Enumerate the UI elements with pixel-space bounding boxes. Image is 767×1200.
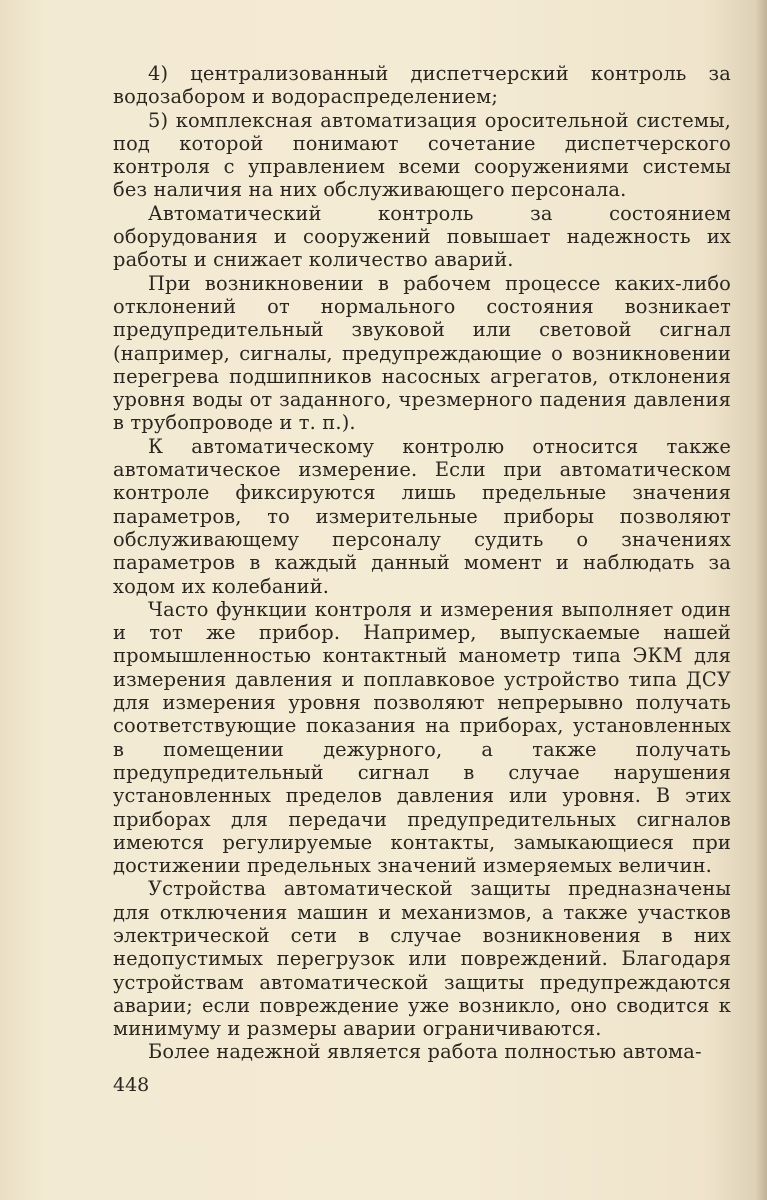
paragraph-continuation: Более надежной является работа полностью автома- xyxy=(148,1040,702,1064)
body-text xyxy=(113,62,731,1064)
page-edge-shadow xyxy=(755,0,767,1200)
page-number: 448 xyxy=(113,1074,150,1096)
paragraph-deviation-signal: При возникновении в рабочем процессе каких-либо отклонений от нормального состояния возникает предупредительный звуковой или световой сигнал (например, сигналы, предупреждающие о возникновении перегрева подшипников насосных агрегатов, отклонения уровня воды от заданного, чрезмерного падения давления в трубопроводе и т. п.). xyxy=(113,271,731,435)
paragraph-automatic-measurement: К автоматическому контролю относится также автоматическое измерение. Если при автоматическом контроле фиксируются лишь предельные значения параметров, то измерительные приборы позволяют обслуживающему персоналу судить о значениях параметров в каждый данный момент и наблюдать за ходом их колебаний. xyxy=(113,434,731,598)
paragraph-list-item-4: 4) централизованный диспетчерский контроль за водозабором и водораспределением; xyxy=(113,62,731,109)
paragraph-list-item-5: 5) комплексная автоматизация оросительной системы, под которой понимают сочетание диспетчерского контроля с управлением всеми сооружениями системы без наличия на них обслуживающего персонала. xyxy=(113,108,731,202)
paragraph-automatic-control: Автоматический контроль за состоянием оборудования и сооружений повышает надежность их работы и снижает количество аварий. xyxy=(113,201,731,272)
paragraph-control-and-measurement-devices: Часто функции контроля и измерения выполняет один и тот же прибор. Например, выпускаемые нашей промышленностью контактный манометр типа ЭКМ для измерения давления и поплавковое устройство типа ДСУ для измерения уровня позволяют непрерывно получать соответствующие показания на приборах, установленных в помещении дежурного, а также получать предупредительный сигнал в случае нарушения установленных пределов давления или уровня. В этих приборах для передачи предупредительных сигналов имеются регулируемые контакты, замыкающиеся при достижении предельных значений измеряемых величин. xyxy=(113,597,731,878)
paragraph-automatic-protection: Устройства автоматической защиты предназначены для отключения машин и механизмов, а также участков электрической сети в случае возникновения в них недопустимых перегрузок или повреждений. Благодаря устройствам автоматической защиты предупреждаются аварии; если повреждение уже возникло, оно сводится к минимуму и размеры аварии ограничиваются. xyxy=(113,877,731,1041)
